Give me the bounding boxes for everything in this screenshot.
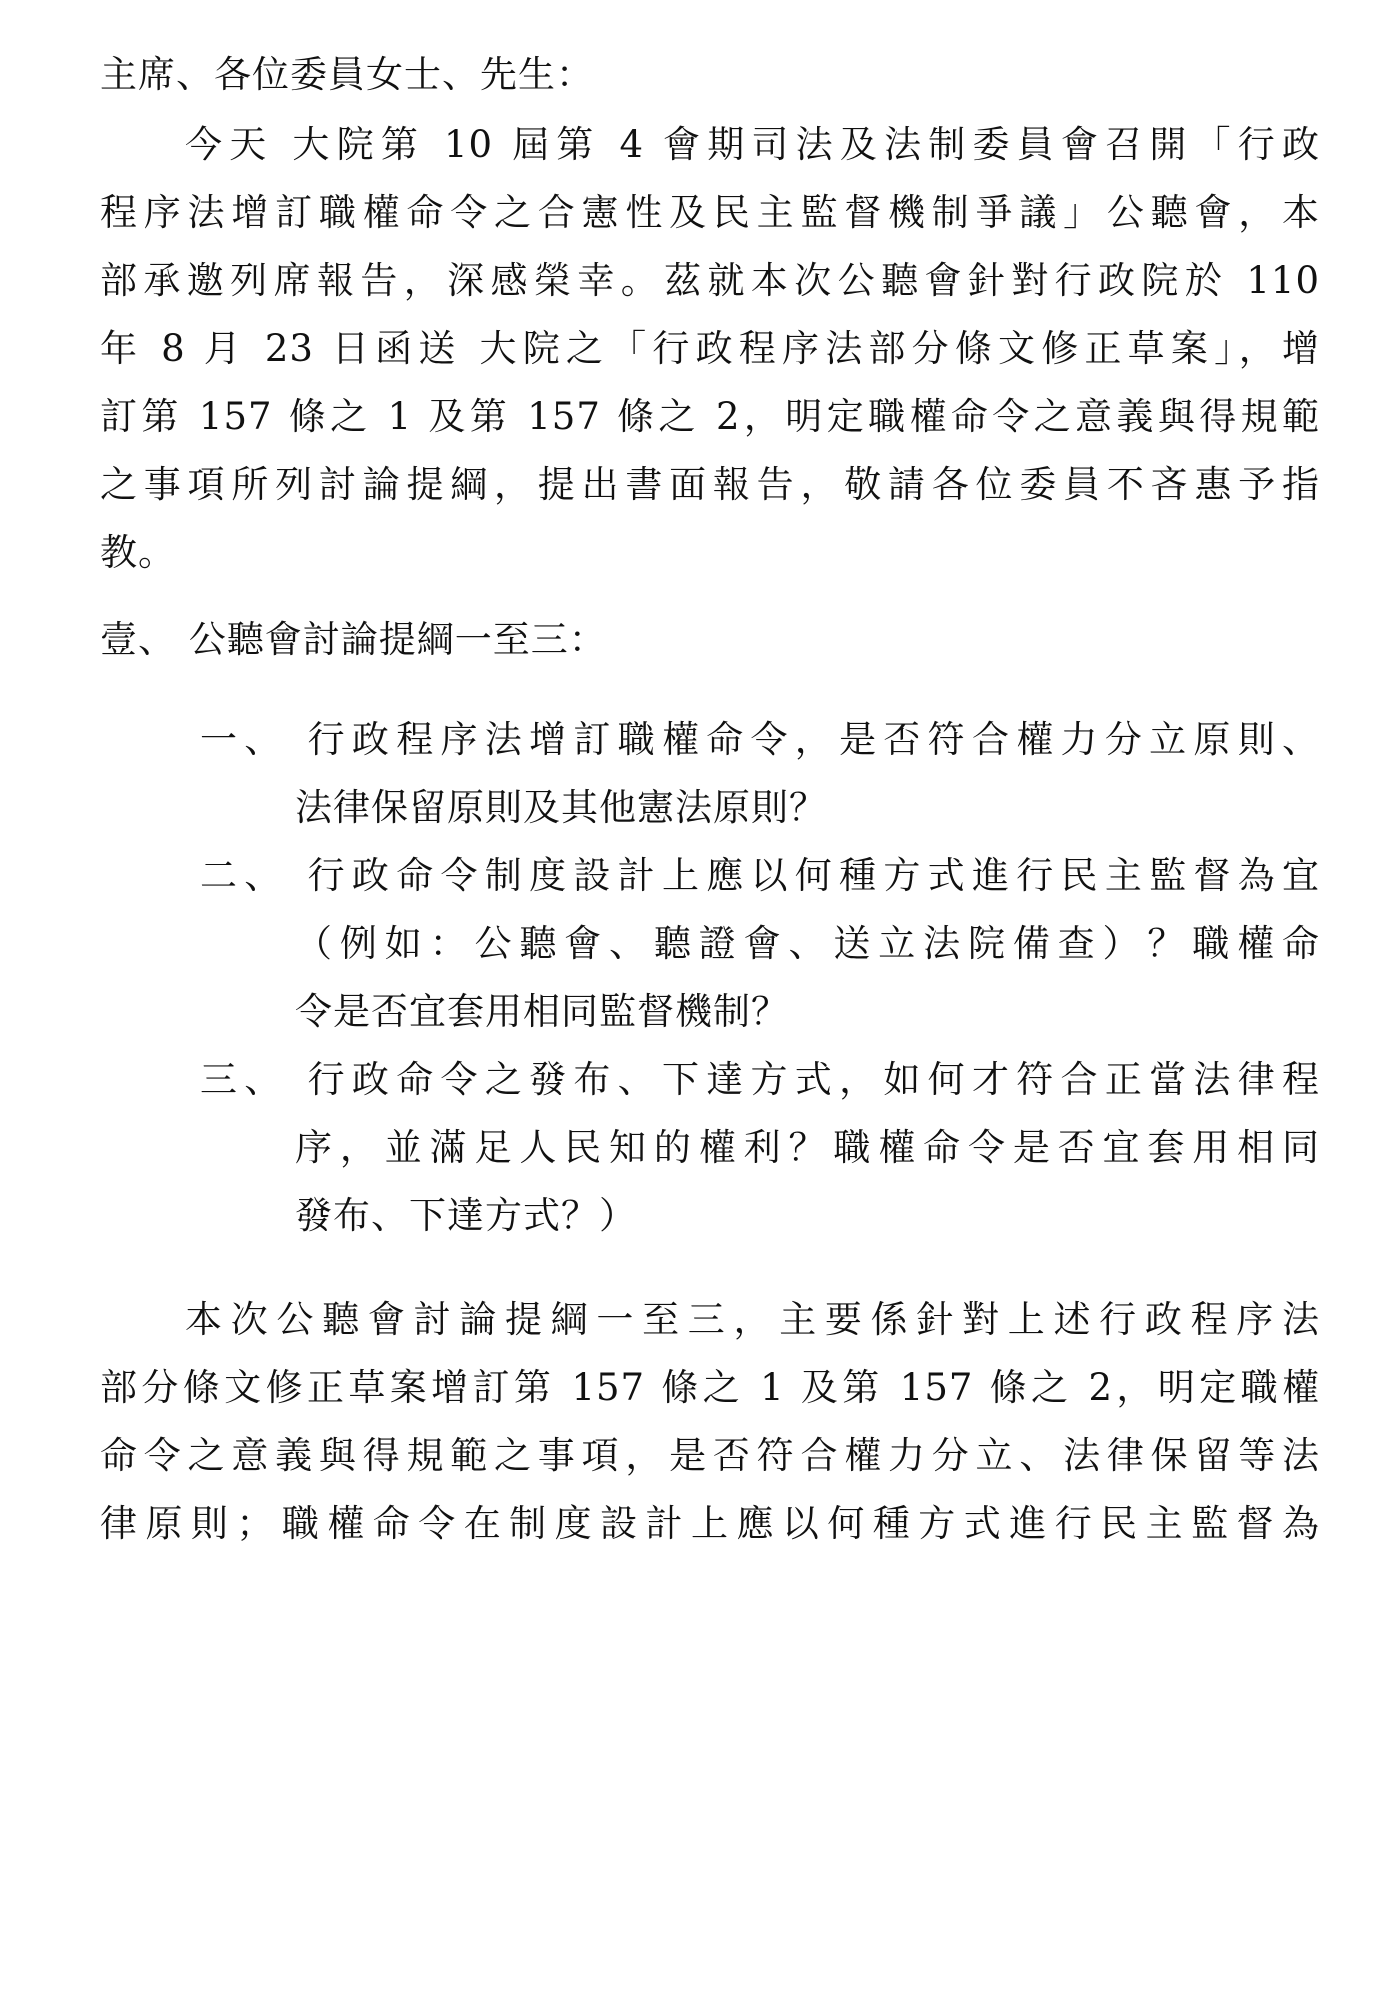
salutation: 主席、各位委員女士、先生： <box>100 53 594 96</box>
body-line: 命令之意義與得規範之事項，是否符合權力分立、法律保留等法 <box>100 1434 1320 1477</box>
list-item: 一、 行政程序法增訂職權命令，是否符合權力分立原則、 <box>200 718 1320 761</box>
list-item-continuation: （例如：公聽會、聽證會、送立法院備查）？職權命 <box>295 922 1320 965</box>
list-item-continuation: 序，並滿足人民知的權利？職權命令是否宜套用相同 <box>295 1126 1320 1169</box>
body-line: 本次公聽會討論提綱一至三，主要係針對上述行政程序法 <box>185 1298 1320 1341</box>
intro-line: 教。 <box>100 531 176 574</box>
body-line: 部分條文修正草案增訂第 157 條之 1 及第 157 條之 2，明定職權 <box>100 1366 1320 1409</box>
list-item-continuation: 令是否宜套用相同監督機制？ <box>295 990 789 1033</box>
list-item-continuation: 法律保留原則及其他憲法原則？ <box>295 786 827 829</box>
intro-line: 訂第 157 條之 1 及第 157 條之 2，明定職權命令之意義與得規範 <box>100 395 1320 438</box>
intro-line: 年 8 月 23 日函送 大院之「行政程序法部分條文修正草案」，增 <box>100 327 1320 370</box>
intro-line: 程序法增訂職權命令之合憲性及民主監督機制爭議」公聽會，本 <box>100 191 1320 234</box>
list-item: 二、 行政命令制度設計上應以何種方式進行民主監督為宜 <box>200 854 1320 897</box>
section-heading: 壹、 公聽會討論提綱一至三： <box>100 618 607 661</box>
list-item-continuation: 發布、下達方式？） <box>295 1194 637 1237</box>
body-line: 律原則；職權命令在制度設計上應以何種方式進行民主監督為 <box>100 1502 1320 1545</box>
list-item: 三、 行政命令之發布、下達方式，如何才符合正當法律程 <box>200 1058 1320 1101</box>
intro-line: 之事項所列討論提綱，提出書面報告，敬請各位委員不吝惠予指 <box>100 463 1320 506</box>
intro-line: 部承邀列席報告，深感榮幸。茲就本次公聽會針對行政院於 110 <box>100 259 1320 302</box>
intro-line: 今天 大院第 10 屆第 4 會期司法及法制委員會召開「行政 <box>185 123 1320 166</box>
